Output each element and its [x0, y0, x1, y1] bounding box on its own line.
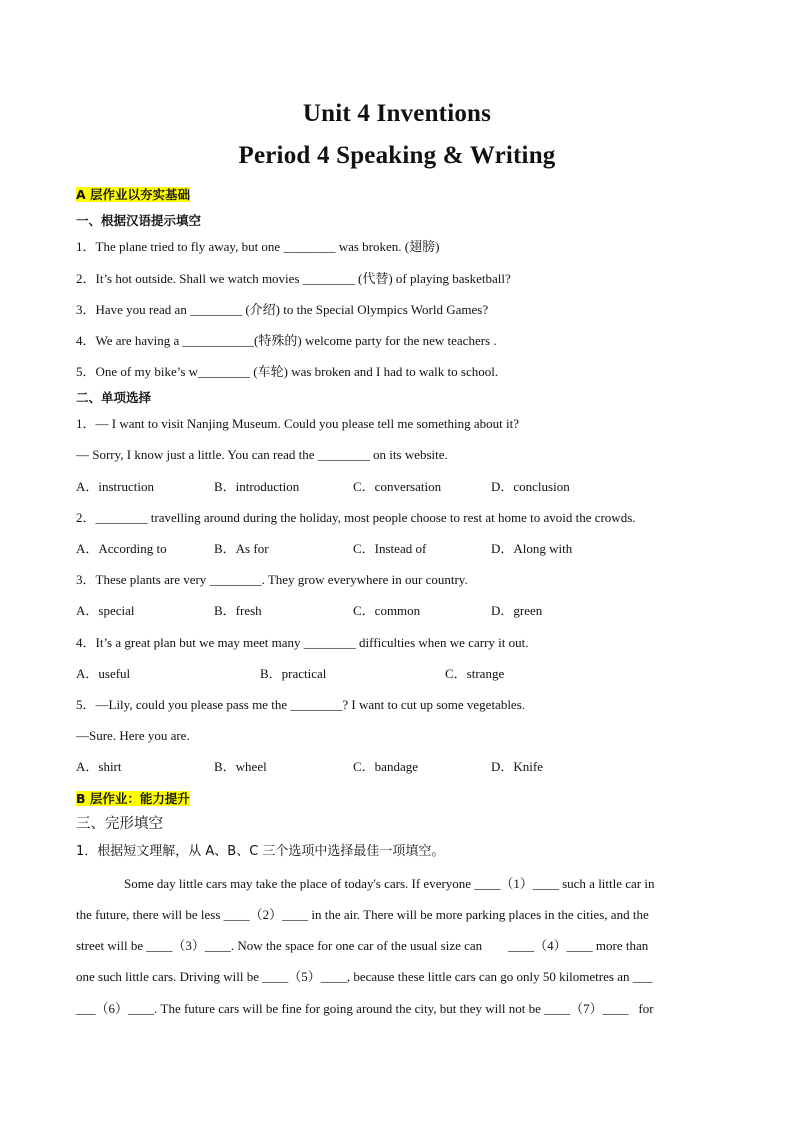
section-a-label: A 层作业以夯实基础 [76, 187, 191, 202]
answer-blank: ________ [190, 302, 243, 317]
question-text: . They grow everywhere in our country. [261, 572, 468, 587]
question-text: 5．—Lily, could you please pass me the [76, 697, 291, 712]
cloze-blank-6[interactable]: ___（6）____ [76, 1001, 155, 1016]
option-d[interactable]: D．conclusion [491, 479, 570, 494]
part3-heading-row [76, 815, 163, 833]
passage-text: in the air. There will be more parking places in the cities, and the [308, 907, 649, 922]
question-text: 5．One of my bike’s w [76, 364, 199, 379]
answer-blank: ________ [303, 635, 356, 650]
choice-question-5-line2: —Sure. Here you are. [76, 728, 190, 743]
passage-line-4 [76, 966, 652, 985]
choice-question-4 [76, 634, 528, 652]
section-b-label: B 层作业：能力提升 [76, 791, 190, 806]
passage-text: such a little car in [558, 876, 655, 891]
question-text: 3．Have you read an [76, 302, 191, 317]
passage-line-1 [124, 873, 655, 892]
question-text: (车轮) was broken and I had to walk to school. [250, 364, 499, 379]
question-text: on its website. [369, 447, 448, 462]
part1-heading: 一、根据汉语提示填空 [76, 213, 202, 228]
fill-question-5 [76, 363, 498, 381]
option-c[interactable]: C．conversation [353, 479, 442, 494]
option-a[interactable]: A．instruction [76, 479, 154, 494]
passage-line-2 [76, 904, 649, 923]
question-text: 1．The plane tried to fly away, but one [76, 239, 284, 254]
question-text: was broken. (翅膀) [335, 239, 440, 254]
part1-heading-row [76, 212, 201, 230]
question-text: 2．It’s hot outside. Shall we watch movies [76, 271, 303, 286]
question-text: — Sorry, I know just a little. You can read the [76, 447, 318, 462]
answer-blank: ________ [198, 364, 251, 379]
passage-text: . The future cars will be fine for going around the city, but they will not be [154, 1001, 545, 1016]
page-subtitle: Period 4 Speaking & Writing [238, 142, 556, 169]
question-text: (代替) of playing basketball? [354, 271, 511, 286]
answer-blank: ________ [302, 271, 355, 286]
passage-text: , because these little cars can go only 50 kilometres an ___ [346, 969, 653, 984]
question-text: 2． [76, 510, 96, 525]
answer-blank: ________ [283, 239, 336, 254]
question-text: 4．It’s a great plan but we may meet many [76, 635, 304, 650]
option-a[interactable]: A．According to [76, 541, 167, 556]
passage-text: more than [592, 938, 649, 953]
question-text: 3．These plants are very [76, 572, 210, 587]
cloze-blank-4[interactable]: ____（4）____ [508, 938, 593, 953]
passage-text: for [628, 1001, 654, 1016]
answer-blank: ________ [95, 510, 148, 525]
cloze-blank-7[interactable]: ____（7）____ [544, 1001, 629, 1016]
option-b[interactable]: B．wheel [214, 759, 267, 774]
question-text: (特殊的) welcome party for the new teachers . [254, 333, 497, 348]
option-a[interactable]: A．shirt [76, 759, 122, 774]
question-text: 4．We are having a [76, 333, 183, 348]
option-d[interactable]: D．Knife [491, 759, 543, 774]
fill-question-2 [76, 270, 511, 288]
question-text: travelling around during the holiday, most people choose to rest at home to avoid the crowds. [147, 510, 636, 525]
fill-question-3 [76, 301, 488, 319]
cloze-blank-3[interactable]: ____（3）____ [146, 938, 231, 953]
page-title: Unit 4 Inventions [302, 100, 492, 127]
passage-line-5 [76, 998, 654, 1017]
passage-text: one such little cars. Driving will be [76, 969, 263, 984]
passage-text: street will be [76, 938, 147, 953]
part3-instruction-row [76, 842, 444, 861]
part2-heading-row [76, 389, 151, 407]
option-b[interactable]: B．introduction [214, 479, 300, 494]
option-d[interactable]: D．Along with [491, 541, 573, 556]
option-b[interactable]: B．As for [214, 541, 269, 556]
section-a-label-row [76, 186, 190, 204]
option-d[interactable]: D．green [491, 603, 543, 618]
option-c[interactable]: C．bandage [353, 759, 418, 774]
question-text: ? I want to cut up some vegetables. [342, 697, 526, 712]
option-a[interactable]: A．useful [76, 666, 131, 681]
cloze-blank-5[interactable]: ____（5）____ [262, 969, 347, 984]
answer-blank: ________ [317, 447, 370, 462]
part3-heading: 三、完形填空 [76, 816, 163, 832]
choice-question-3 [76, 571, 468, 589]
choice-question-1-line1: 1．— I want to visit Nanjing Museum. Could you please tell me something about it? [76, 416, 520, 431]
fill-question-4 [76, 332, 497, 350]
option-c[interactable]: C．strange [445, 666, 505, 681]
fill-question-1 [76, 238, 439, 256]
answer-blank: ________ [290, 697, 343, 712]
part2-heading: 二、单项选择 [76, 390, 152, 405]
choice-question-5 [76, 696, 525, 714]
part3-instruction: 1．根据短文理解，从 A、B、C 三个选项中选择最佳一项填空。 [76, 844, 445, 859]
option-b[interactable]: B．fresh [214, 603, 262, 618]
option-c[interactable]: C．Instead of [353, 541, 427, 556]
option-c[interactable]: C．common [353, 603, 421, 618]
cloze-blank-1[interactable]: ____（1）____ [474, 876, 559, 891]
option-b[interactable]: B．practical [260, 666, 327, 681]
question-text: (介绍) to the Special Olympics World Games? [242, 302, 489, 317]
cloze-blank-2[interactable]: ____（2）____ [223, 907, 309, 922]
passage-line-3 [76, 935, 648, 954]
choice-question-2 [76, 509, 636, 527]
answer-blank: ________ [209, 572, 262, 587]
option-a[interactable]: A．special [76, 603, 135, 618]
passage-text: Some day little cars may take the place of today's cars. If everyone [124, 876, 475, 891]
section-b-label-row [76, 790, 190, 808]
answer-blank: ___________ [182, 333, 255, 348]
question-text: difficulties when we carry it out. [355, 635, 529, 650]
choice-question-1-line2 [76, 446, 448, 464]
passage-text: . Now the space for one car of the usual size can [230, 938, 509, 953]
passage-text: the future, there will be less [76, 907, 224, 922]
